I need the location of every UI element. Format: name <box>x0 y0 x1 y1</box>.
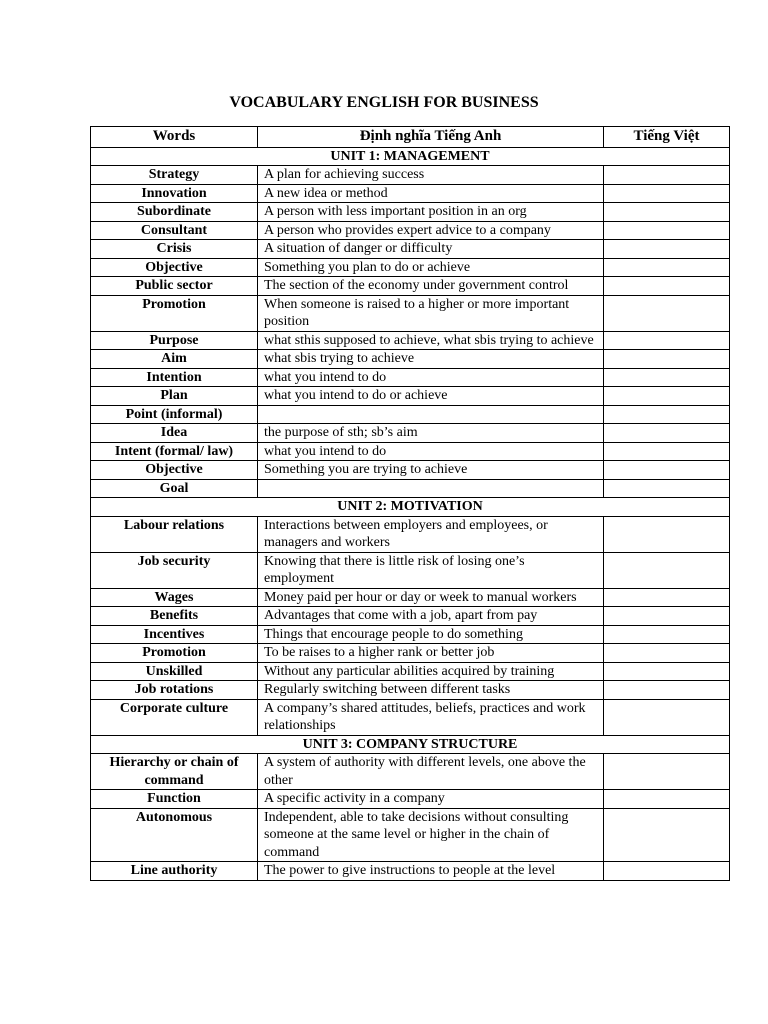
vietnamese-cell <box>604 387 730 406</box>
table-row <box>91 331 730 350</box>
definition-cell: what sbis trying to achieve <box>258 350 604 369</box>
definition-cell <box>258 479 604 498</box>
vietnamese-cell <box>604 808 730 862</box>
vietnamese-cell <box>604 625 730 644</box>
vietnamese-cell <box>604 277 730 296</box>
vietnamese-cell <box>604 350 730 369</box>
word-cell: Promotion <box>91 295 258 331</box>
vietnamese-cell <box>604 424 730 443</box>
unit-heading-row <box>91 147 730 166</box>
table-row <box>91 588 730 607</box>
definition-cell: what you intend to do <box>258 442 604 461</box>
vietnamese-cell <box>604 699 730 735</box>
word-cell: Job rotations <box>91 681 258 700</box>
vietnamese-cell <box>604 516 730 552</box>
vietnamese-cell <box>604 644 730 663</box>
word-cell: Goal <box>91 479 258 498</box>
unit-heading-row <box>91 498 730 517</box>
vocabulary-table <box>90 126 730 881</box>
definition-cell: Regularly switching between different tasks <box>258 681 604 700</box>
definition-cell: Advantages that come with a job, apart from pay <box>258 607 604 626</box>
header-words: Words <box>91 127 258 148</box>
word-cell: Labour relations <box>91 516 258 552</box>
table-row <box>91 184 730 203</box>
table-row <box>91 442 730 461</box>
table-row <box>91 424 730 443</box>
vietnamese-cell <box>604 240 730 259</box>
word-cell: Objective <box>91 461 258 480</box>
definition-cell: Without any particular abilities acquired by training <box>258 662 604 681</box>
unit-heading: UNIT 2: MOTIVATION <box>91 498 730 517</box>
vietnamese-cell <box>604 405 730 424</box>
definition-cell: Knowing that there is little risk of losing one’s employment <box>258 552 604 588</box>
vietnamese-cell <box>604 442 730 461</box>
definition-cell: Interactions between employers and employees, or managers and workers <box>258 516 604 552</box>
definition-cell: what you intend to do or achieve <box>258 387 604 406</box>
vietnamese-cell <box>604 681 730 700</box>
word-cell: Idea <box>91 424 258 443</box>
table-row <box>91 479 730 498</box>
table-row <box>91 625 730 644</box>
vietnamese-cell <box>604 221 730 240</box>
word-cell: Corporate culture <box>91 699 258 735</box>
vietnamese-cell <box>604 258 730 277</box>
definition-cell: A person with less important position in an org <box>258 203 604 222</box>
table-row <box>91 461 730 480</box>
definition-cell: A system of authority with different levels, one above the other <box>258 754 604 790</box>
header-row <box>91 127 730 148</box>
header-definition: Định nghĩa Tiếng Anh <box>258 127 604 148</box>
table-row <box>91 258 730 277</box>
table-row <box>91 203 730 222</box>
vietnamese-cell <box>604 607 730 626</box>
word-cell: Function <box>91 790 258 809</box>
vietnamese-cell <box>604 166 730 185</box>
definition-cell: A situation of danger or difficulty <box>258 240 604 259</box>
table-row <box>91 790 730 809</box>
table-row <box>91 699 730 735</box>
word-cell: Consultant <box>91 221 258 240</box>
word-cell: Plan <box>91 387 258 406</box>
definition-cell: Independent, able to take decisions without consulting someone at the same level or higher in the chain of command <box>258 808 604 862</box>
definition-cell: what sthis supposed to achieve, what sbis trying to achieve <box>258 331 604 350</box>
table-row <box>91 681 730 700</box>
table-row <box>91 662 730 681</box>
word-cell: Wages <box>91 588 258 607</box>
definition-cell: A specific activity in a company <box>258 790 604 809</box>
table-row <box>91 350 730 369</box>
definition-cell: The section of the economy under government control <box>258 277 604 296</box>
word-cell: Autonomous <box>91 808 258 862</box>
vietnamese-cell <box>604 331 730 350</box>
vietnamese-cell <box>604 754 730 790</box>
unit-heading-row <box>91 735 730 754</box>
vietnamese-cell <box>604 479 730 498</box>
table-body <box>91 147 730 880</box>
definition-cell: A person who provides expert advice to a company <box>258 221 604 240</box>
definition-cell: A new idea or method <box>258 184 604 203</box>
vietnamese-cell <box>604 552 730 588</box>
word-cell: Hierarchy or chain of command <box>91 754 258 790</box>
definition-cell: When someone is raised to a higher or more important position <box>258 295 604 331</box>
table-row <box>91 387 730 406</box>
word-cell: Job security <box>91 552 258 588</box>
table-row <box>91 277 730 296</box>
table-row <box>91 644 730 663</box>
table-row <box>91 754 730 790</box>
word-cell: Subordinate <box>91 203 258 222</box>
header-vietnamese: Tiếng Việt <box>604 127 730 148</box>
table-row <box>91 607 730 626</box>
table-row <box>91 862 730 881</box>
vietnamese-cell <box>604 295 730 331</box>
table-row <box>91 368 730 387</box>
word-cell: Promotion <box>91 644 258 663</box>
word-cell: Intention <box>91 368 258 387</box>
table-row <box>91 516 730 552</box>
table-row <box>91 552 730 588</box>
definition-cell: Money paid per hour or day or week to manual workers <box>258 588 604 607</box>
word-cell: Line authority <box>91 862 258 881</box>
definition-cell: A plan for achieving success <box>258 166 604 185</box>
vietnamese-cell <box>604 203 730 222</box>
word-cell: Public sector <box>91 277 258 296</box>
word-cell: Intent (formal/ law) <box>91 442 258 461</box>
word-cell: Strategy <box>91 166 258 185</box>
definition-cell: Something you plan to do or achieve <box>258 258 604 277</box>
vietnamese-cell <box>604 790 730 809</box>
table-row <box>91 808 730 862</box>
word-cell: Point (informal) <box>91 405 258 424</box>
vietnamese-cell <box>604 662 730 681</box>
vietnamese-cell <box>604 368 730 387</box>
word-cell: Unskilled <box>91 662 258 681</box>
vietnamese-cell <box>604 862 730 881</box>
definition-cell: Something you are trying to achieve <box>258 461 604 480</box>
word-cell: Aim <box>91 350 258 369</box>
definition-cell: The power to give instructions to people at the level <box>258 862 604 881</box>
definition-cell: the purpose of sth; sb’s aim <box>258 424 604 443</box>
table-row <box>91 295 730 331</box>
vietnamese-cell <box>604 184 730 203</box>
definition-cell: Things that encourage people to do something <box>258 625 604 644</box>
word-cell: Objective <box>91 258 258 277</box>
definition-cell <box>258 405 604 424</box>
vietnamese-cell <box>604 588 730 607</box>
word-cell: Crisis <box>91 240 258 259</box>
definition-cell: To be raises to a higher rank or better job <box>258 644 604 663</box>
table-row <box>91 166 730 185</box>
word-cell: Incentives <box>91 625 258 644</box>
vietnamese-cell <box>604 461 730 480</box>
unit-heading: UNIT 3: COMPANY STRUCTURE <box>91 735 730 754</box>
word-cell: Innovation <box>91 184 258 203</box>
word-cell: Purpose <box>91 331 258 350</box>
definition-cell: what you intend to do <box>258 368 604 387</box>
definition-cell: A company’s shared attitudes, beliefs, practices and work relationships <box>258 699 604 735</box>
table-row <box>91 221 730 240</box>
unit-heading: UNIT 1: MANAGEMENT <box>91 147 730 166</box>
table-row <box>91 240 730 259</box>
table-row <box>91 405 730 424</box>
word-cell: Benefits <box>91 607 258 626</box>
document-title: VOCABULARY ENGLISH FOR BUSINESS <box>229 94 539 111</box>
